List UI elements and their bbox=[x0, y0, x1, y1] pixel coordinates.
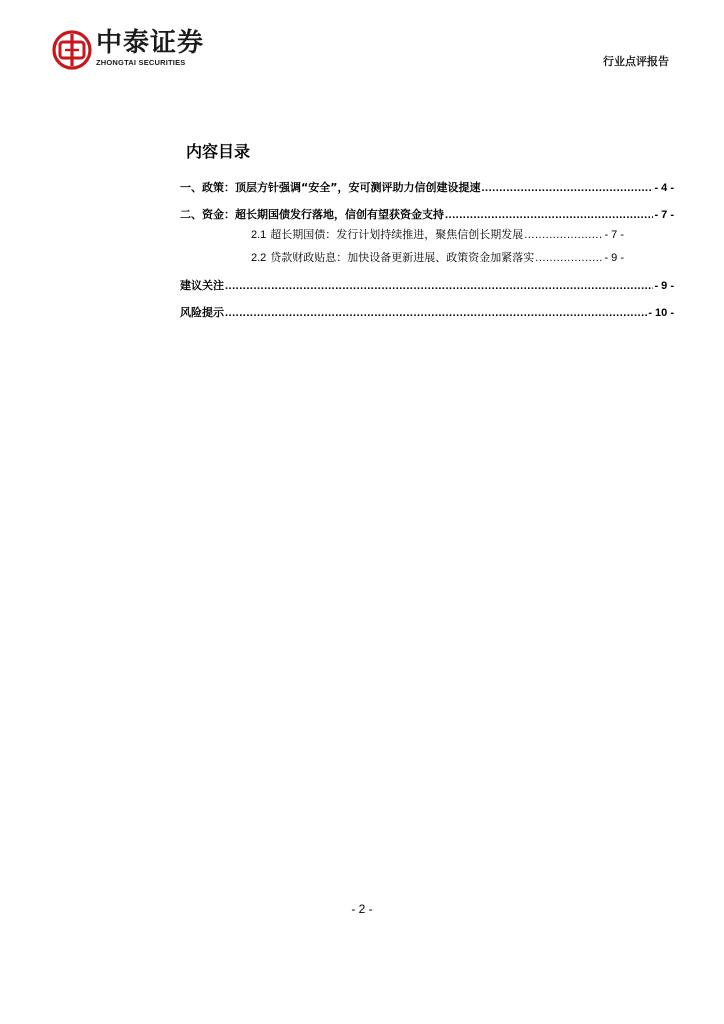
toc-entry-text: 风险提示 bbox=[180, 306, 224, 319]
toc-entry-text bbox=[251, 248, 534, 268]
toc-dot-leader bbox=[225, 276, 653, 296]
toc-page-number: - 4 - bbox=[654, 182, 674, 194]
toc-page-number: - 7 - bbox=[604, 229, 624, 241]
toc-entry-risk-warning[interactable] bbox=[180, 303, 674, 323]
toc-entry-text: 一、政策：顶层方针强调“安全”，安可测评助力信创建设提速 bbox=[180, 181, 481, 194]
toc-dot-leader bbox=[535, 248, 603, 268]
table-of-contents bbox=[180, 178, 674, 330]
toc-dot-leader bbox=[225, 303, 647, 323]
toc-entry-recommendations[interactable] bbox=[180, 276, 674, 296]
toc-entry-text: 建议关注 bbox=[180, 279, 224, 292]
logo-english-name: ZHONGTAI SECURITIES bbox=[96, 58, 186, 67]
toc-entry-ultra-long-bonds[interactable] bbox=[180, 225, 624, 245]
toc-entry-text bbox=[251, 225, 523, 245]
toc-page-number: - 10 - bbox=[648, 307, 674, 319]
page-number: - 2 - bbox=[351, 902, 373, 916]
toc-dot-leader bbox=[524, 225, 603, 245]
toc-section-number: 2.2 bbox=[251, 252, 267, 264]
toc-entry-title: 贷款财政贴息：加快设备更新进展、政策资金加紧落实 bbox=[270, 251, 535, 264]
toc-page-number: - 9 - bbox=[654, 280, 674, 292]
report-type-label: 行业点评报告 bbox=[603, 55, 669, 68]
toc-entry-funding[interactable] bbox=[180, 205, 674, 225]
logo-chinese-name: 中泰证券 bbox=[96, 28, 205, 58]
company-logo bbox=[52, 28, 232, 76]
toc-page-number: - 7 - bbox=[654, 209, 674, 221]
toc-section-number: 2.1 bbox=[251, 229, 267, 241]
toc-page-number: - 9 - bbox=[604, 252, 624, 264]
toc-entry-text: 二、资金：超长期国债发行落地，信创有望获资金支持 bbox=[180, 208, 444, 221]
toc-entry-policy[interactable] bbox=[180, 178, 674, 198]
toc-entry-loan-subsidy[interactable] bbox=[180, 248, 624, 268]
zhongtai-logo-icon bbox=[52, 30, 92, 70]
toc-entry-title: 超长期国债：发行计划持续推进，聚焦信创长期发展 bbox=[270, 228, 524, 241]
toc-dot-leader bbox=[445, 205, 653, 225]
toc-dot-leader bbox=[481, 178, 653, 198]
toc-title: 内容目录 bbox=[186, 142, 251, 161]
